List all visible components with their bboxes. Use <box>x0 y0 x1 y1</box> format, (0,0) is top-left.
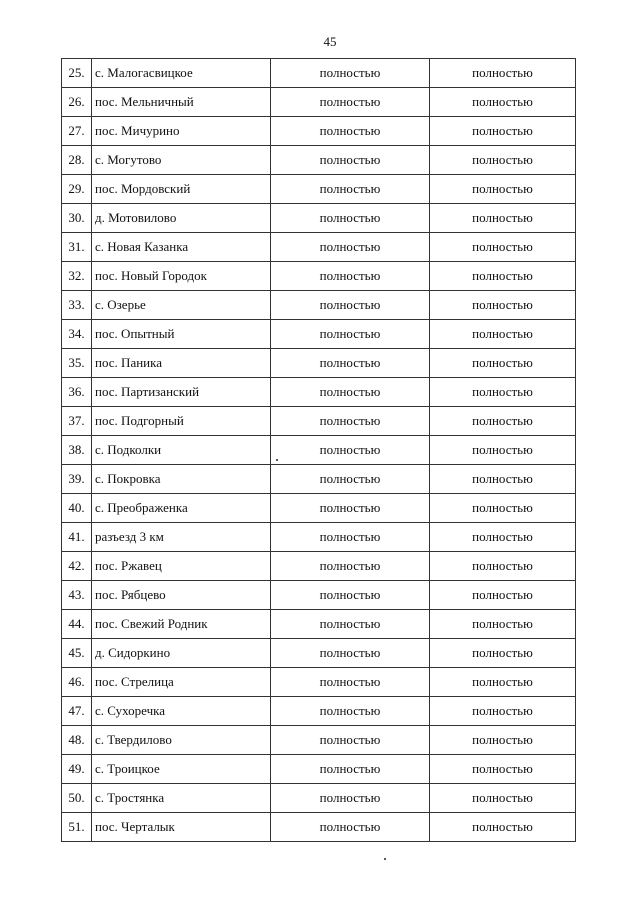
row-number-cell: 33. <box>62 291 92 320</box>
status-cell-2: полностью <box>430 784 576 813</box>
settlement-name-cell: д. Мотовилово <box>92 204 271 233</box>
row-number-cell: 32. <box>62 262 92 291</box>
row-number-cell: 41. <box>62 523 92 552</box>
status-cell-1: полностью <box>271 755 430 784</box>
row-number-cell: 44. <box>62 610 92 639</box>
status-cell-1: полностью <box>271 581 430 610</box>
status-cell-2: полностью <box>430 233 576 262</box>
table-row <box>62 88 576 117</box>
row-number-cell: 38. <box>62 436 92 465</box>
table-row <box>62 262 576 291</box>
table-row <box>62 349 576 378</box>
table-row <box>62 581 576 610</box>
row-number-cell: 51. <box>62 813 92 842</box>
settlements-table <box>61 58 576 842</box>
table-row <box>62 378 576 407</box>
row-number-cell: 50. <box>62 784 92 813</box>
status-cell-2: полностью <box>430 755 576 784</box>
status-cell-1: полностью <box>271 610 430 639</box>
settlement-name-cell: с. Озерье <box>92 291 271 320</box>
status-cell-1: полностью <box>271 697 430 726</box>
status-cell-1: полностью <box>271 291 430 320</box>
row-number-cell: 25. <box>62 59 92 88</box>
status-cell-1: полностью <box>271 146 430 175</box>
status-cell-1: полностью <box>271 175 430 204</box>
row-number-cell: 37. <box>62 407 92 436</box>
status-cell-2: полностью <box>430 552 576 581</box>
status-cell-1: полностью <box>271 494 430 523</box>
settlement-name-cell: пос. Ржавец <box>92 552 271 581</box>
status-cell-1: полностью <box>271 552 430 581</box>
settlement-name-cell: пос. Мельничный <box>92 88 271 117</box>
status-cell-1: полностью <box>271 813 430 842</box>
status-cell-2: полностью <box>430 668 576 697</box>
table-row <box>62 117 576 146</box>
row-number-cell: 48. <box>62 726 92 755</box>
table-row <box>62 233 576 262</box>
table-row <box>62 204 576 233</box>
settlement-name-cell: с. Твердилово <box>92 726 271 755</box>
settlement-name-cell: с. Малогасвицкое <box>92 59 271 88</box>
status-cell-1: полностью <box>271 349 430 378</box>
status-cell-1: полностью <box>271 407 430 436</box>
status-cell-2: полностью <box>430 436 576 465</box>
settlement-name-cell: пос. Паника <box>92 349 271 378</box>
row-number-cell: 40. <box>62 494 92 523</box>
settlement-name-cell: с. Преображенка <box>92 494 271 523</box>
row-number-cell: 36. <box>62 378 92 407</box>
status-cell-2: полностью <box>430 697 576 726</box>
status-cell-2: полностью <box>430 610 576 639</box>
table-row <box>62 320 576 349</box>
status-cell-1: полностью <box>271 784 430 813</box>
status-cell-2: полностью <box>430 117 576 146</box>
status-cell-1: полностью <box>271 204 430 233</box>
settlement-name-cell: разъезд 3 км <box>92 523 271 552</box>
table-row <box>62 697 576 726</box>
settlement-name-cell: пос. Партизанский <box>92 378 271 407</box>
scan-speck <box>384 858 386 860</box>
table-row <box>62 494 576 523</box>
row-number-cell: 35. <box>62 349 92 378</box>
status-cell-2: полностью <box>430 59 576 88</box>
table-row <box>62 291 576 320</box>
row-number-cell: 45. <box>62 639 92 668</box>
status-cell-2: полностью <box>430 175 576 204</box>
status-cell-1: полностью <box>271 465 430 494</box>
table-row <box>62 175 576 204</box>
settlement-name-cell: пос. Мордовский <box>92 175 271 204</box>
status-cell-2: полностью <box>430 465 576 494</box>
table-row <box>62 552 576 581</box>
row-number-cell: 46. <box>62 668 92 697</box>
status-cell-1: полностью <box>271 378 430 407</box>
status-cell-1: полностью <box>271 233 430 262</box>
table-row <box>62 726 576 755</box>
status-cell-1: полностью <box>271 726 430 755</box>
status-cell-1: полностью <box>271 668 430 697</box>
status-cell-2: полностью <box>430 813 576 842</box>
settlement-name-cell: с. Покровка <box>92 465 271 494</box>
status-cell-2: полностью <box>430 291 576 320</box>
row-number-cell: 49. <box>62 755 92 784</box>
settlement-name-cell: пос. Мичурино <box>92 117 271 146</box>
status-cell-2: полностью <box>430 320 576 349</box>
status-cell-2: полностью <box>430 204 576 233</box>
settlement-name-cell: пос. Стрелица <box>92 668 271 697</box>
status-cell-1: полностью <box>271 117 430 146</box>
row-number-cell: 39. <box>62 465 92 494</box>
table-row <box>62 813 576 842</box>
table-row <box>62 784 576 813</box>
scan-speck <box>276 459 278 461</box>
status-cell-1: полностью <box>271 639 430 668</box>
table-row <box>62 436 576 465</box>
table-row <box>62 610 576 639</box>
row-number-cell: 47. <box>62 697 92 726</box>
settlement-name-cell: пос. Свежий Родник <box>92 610 271 639</box>
table-row <box>62 59 576 88</box>
row-number-cell: 34. <box>62 320 92 349</box>
status-cell-2: полностью <box>430 581 576 610</box>
status-cell-2: полностью <box>430 494 576 523</box>
settlement-name-cell: с. Новая Казанка <box>92 233 271 262</box>
status-cell-1: полностью <box>271 88 430 117</box>
table-body <box>62 59 576 842</box>
status-cell-2: полностью <box>430 407 576 436</box>
settlement-name-cell: пос. Рябцево <box>92 581 271 610</box>
settlement-name-cell: пос. Опытный <box>92 320 271 349</box>
row-number-cell: 29. <box>62 175 92 204</box>
settlement-name-cell: пос. Подгорный <box>92 407 271 436</box>
table-row <box>62 523 576 552</box>
row-number-cell: 31. <box>62 233 92 262</box>
row-number-cell: 27. <box>62 117 92 146</box>
table-row <box>62 407 576 436</box>
table-row <box>62 465 576 494</box>
settlement-name-cell: с. Могутово <box>92 146 271 175</box>
table-row <box>62 668 576 697</box>
settlement-name-cell: с. Троицкое <box>92 755 271 784</box>
table-row <box>62 755 576 784</box>
row-number-cell: 26. <box>62 88 92 117</box>
row-number-cell: 28. <box>62 146 92 175</box>
settlement-name-cell: с. Тростянка <box>92 784 271 813</box>
status-cell-2: полностью <box>430 349 576 378</box>
status-cell-2: полностью <box>430 523 576 552</box>
status-cell-2: полностью <box>430 88 576 117</box>
status-cell-2: полностью <box>430 726 576 755</box>
status-cell-2: полностью <box>430 146 576 175</box>
settlement-name-cell: пос. Черталык <box>92 813 271 842</box>
status-cell-1: полностью <box>271 262 430 291</box>
status-cell-1: полностью <box>271 436 430 465</box>
status-cell-2: полностью <box>430 262 576 291</box>
settlement-name-cell: с. Подколки <box>92 436 271 465</box>
row-number-cell: 43. <box>62 581 92 610</box>
page-number: 45 <box>323 34 337 49</box>
table-row <box>62 639 576 668</box>
status-cell-2: полностью <box>430 378 576 407</box>
status-cell-1: полностью <box>271 59 430 88</box>
table-row <box>62 146 576 175</box>
row-number-cell: 30. <box>62 204 92 233</box>
settlement-name-cell: с. Сухоречка <box>92 697 271 726</box>
status-cell-1: полностью <box>271 320 430 349</box>
status-cell-1: полностью <box>271 523 430 552</box>
settlement-name-cell: д. Сидоркино <box>92 639 271 668</box>
row-number-cell: 42. <box>62 552 92 581</box>
status-cell-2: полностью <box>430 639 576 668</box>
settlement-name-cell: пос. Новый Городок <box>92 262 271 291</box>
